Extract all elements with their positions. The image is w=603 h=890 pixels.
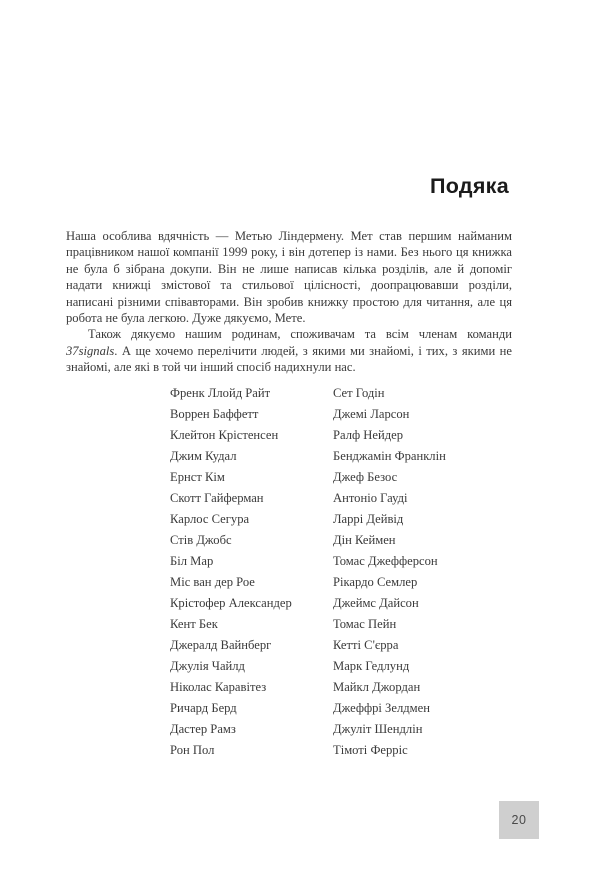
list-item: Джеймс Дайсон [333, 596, 419, 610]
names-column-left [170, 383, 333, 761]
paragraph-text-lead: Також дякуємо нашим родинам, споживачам та всім членам команди [88, 327, 512, 342]
list-item: Карлос Сегура [170, 512, 250, 526]
list-item: Дін Кеймен [333, 533, 396, 547]
list-item: Скотт Гайферман [170, 491, 264, 505]
list-item: Майкл Джордан [333, 680, 421, 694]
list-item: Ларрі Дейвід [333, 512, 404, 526]
list-item: Ричард Берд [170, 701, 237, 715]
list-item: Дастер Рамз [170, 722, 236, 736]
list-item: Джеф Безос [333, 470, 398, 484]
list-item: Джералд Вайнберг [170, 638, 272, 652]
paragraph-text-tail: . А ще хочемо перелічити людей, з якими ми знайомі, і тих, з якими не знайомі, але які в той чи інший спосіб надихнули нас. [66, 343, 512, 375]
list-item: Клейтон Крістенсен [170, 428, 279, 442]
list-item: Стів Джобс [170, 533, 232, 547]
list-item: Томас Пейн [333, 617, 397, 631]
list-item: Марк Гедлунд [333, 659, 410, 673]
list-item: Джуліт Шендлін [333, 722, 423, 736]
list-item: Джим Кудал [170, 449, 237, 463]
list-item: Міс ван дер Рое [170, 575, 255, 589]
list-item: Крістофер Александер [170, 596, 292, 610]
list-item: Ралф Нейдер [333, 428, 404, 442]
list-item: Ернст Кім [170, 470, 225, 484]
list-item: Джеффрі Зелдмен [333, 701, 430, 715]
paragraph-acknowledgement-linderman: Наша особлива вдячність — Метью Ліндермену. Мет став першим найманим працівником нашої компанії 1999 року, і він дотепер із нами. Без нього ця книжка не була б зібрана докупи. Він не лише написав кілька розділів, але й допоміг надати книжці змістової та стильової цілісності, доопрацювавши розділи, написані різними співавторами. Він зробив книжку простою для читання, але ця робота не була легкою. Дуже дякуємо, Мете. [66, 229, 512, 326]
list-item: Біл Мар [170, 554, 214, 568]
list-item: Сет Годін [333, 386, 385, 400]
paragraph-acknowledgement-team [66, 326, 512, 375]
list-item: Джемі Ларсон [333, 407, 410, 421]
page-number-badge [499, 801, 539, 839]
names-column-right [333, 383, 510, 761]
list-item: Кетті С'єрра [333, 638, 399, 652]
body-text-block [66, 228, 512, 376]
list-item: Рон Пол [170, 743, 215, 757]
list-item: Бенджамін Франклін [333, 449, 446, 463]
list-item: Ніколас Каравітез [170, 680, 267, 694]
page-title: Подяка [429, 174, 509, 199]
page-number: 20 [511, 813, 527, 827]
list-item: Томас Джефферсон [333, 554, 438, 568]
list-item: Френк Ллойд Райт [170, 386, 271, 400]
list-item: Тімоті Ферріс [333, 743, 408, 757]
list-item: Антоніо Гауді [333, 491, 408, 505]
list-item: Кент Бек [170, 617, 218, 631]
list-item: Рікардо Семлер [333, 575, 418, 589]
brand-name-37signals: 37signals [66, 343, 115, 358]
list-item: Джулія Чайлд [170, 659, 245, 673]
list-item: Воррен Баффетт [170, 407, 259, 421]
names-list [170, 383, 510, 761]
